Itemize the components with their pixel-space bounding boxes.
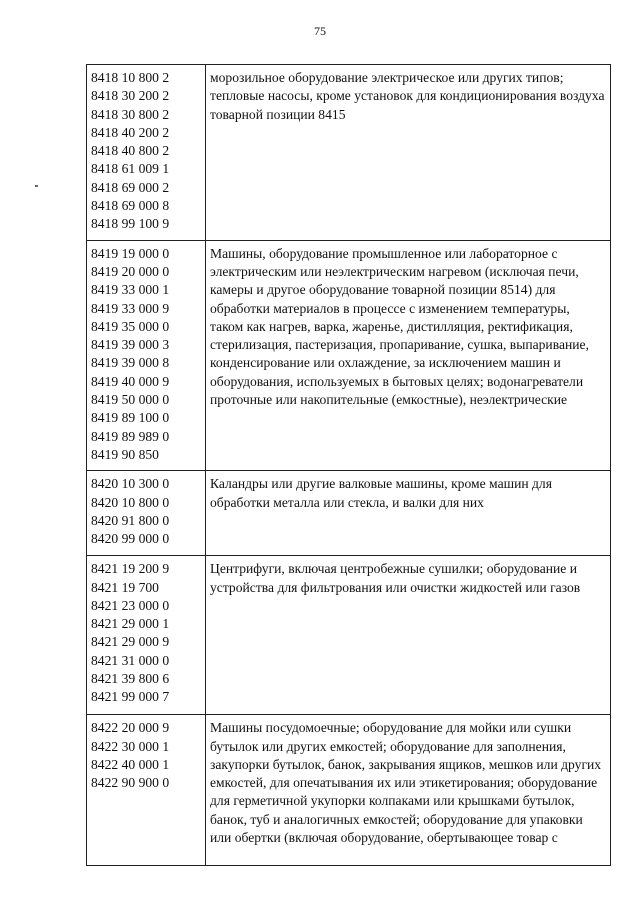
description-cell bbox=[206, 471, 611, 556]
code-line: 8418 99 100 9 bbox=[91, 216, 170, 232]
tnved-codes-table bbox=[86, 64, 611, 866]
table-row bbox=[87, 715, 611, 866]
code-cell bbox=[87, 715, 206, 866]
description-cell bbox=[206, 65, 611, 241]
code-cell bbox=[87, 65, 206, 241]
code-line: 8419 33 000 9 bbox=[91, 300, 170, 316]
code-line: 8421 29 000 1 bbox=[91, 616, 170, 632]
code-line: 8421 99 000 7 bbox=[91, 689, 170, 705]
code-line: 8418 69 000 2 bbox=[91, 179, 170, 195]
code-line: 8419 39 000 8 bbox=[91, 355, 170, 371]
description-text: Машины, оборудование промышленное или лабораторное с электрическим или неэлектрическим нагревом (исключая печи, камеры и другое оборудование товарной позиции 8514) для обработки материалов в процессе с изменением температуры, таком как нагрев, варка, жаренье, дистилляция, ректификация, стерилизация, пастеризация, пропаривание, сушка, выпаривание, конденсирование или охлаждение, за исключением машин и оборудования, используемых в бытовых целях; водонагреватели проточные или накопительные (емкостные), неэлектрические bbox=[210, 245, 589, 408]
code-line: 8420 10 800 0 bbox=[91, 494, 170, 510]
code-line: 8418 30 200 2 bbox=[91, 88, 170, 104]
description-cell bbox=[206, 240, 611, 471]
code-line: 8420 99 000 0 bbox=[91, 531, 170, 547]
code-line: 8419 19 000 0 bbox=[91, 245, 170, 261]
description-cell bbox=[206, 715, 611, 866]
code-line: 8419 39 000 3 bbox=[91, 337, 170, 353]
code-cell bbox=[87, 471, 206, 556]
description-text: Каландры или другие валковые машины, кроме машин для обработки металла или стекла, и валки для них bbox=[210, 476, 552, 510]
scan-mark bbox=[35, 185, 38, 187]
code-line: 8422 40 000 1 bbox=[91, 756, 170, 772]
code-line: 8420 91 800 0 bbox=[91, 512, 170, 528]
code-line: 8422 90 900 0 bbox=[91, 775, 170, 791]
code-line: 8419 35 000 0 bbox=[91, 318, 170, 334]
page-number: 75 bbox=[314, 24, 326, 38]
code-line: 8418 30 800 2 bbox=[91, 106, 170, 122]
description-text: Машины посудомоечные; оборудование для мойки или сушки бутылок или других емкостей; оборудование для заполнения, закупорки бутылок, банок, закрывания ящиков, мешков или других емкостей, для опечатывания их или этикетирования; оборудование для герметичной укупорки колпаками или крышками бутылок, банок, туб и аналогичных емкостей; оборудование для упаковки или обертки (включая оборудование, обертывающее товар с bbox=[210, 720, 602, 846]
code-line: 8422 30 000 1 bbox=[91, 738, 170, 754]
table-row bbox=[87, 556, 611, 715]
code-line: 8419 89 100 0 bbox=[91, 410, 170, 426]
code-line: 8422 20 000 9 bbox=[91, 720, 170, 736]
table-row bbox=[87, 471, 611, 556]
code-cell bbox=[87, 556, 206, 715]
code-line: 8418 10 800 2 bbox=[91, 70, 170, 85]
code-line: 8419 33 000 1 bbox=[91, 282, 170, 298]
code-line: 8419 40 000 9 bbox=[91, 373, 170, 389]
description-text: Центрифуги, включая центробежные сушилки; оборудование и устройства для фильтрования или очистки жидкостей или газов bbox=[210, 561, 581, 595]
code-line: 8421 23 000 0 bbox=[91, 597, 170, 613]
code-line: 8419 20 000 0 bbox=[91, 263, 170, 279]
code-line: 8421 39 800 6 bbox=[91, 671, 170, 687]
code-line: 8419 89 989 0 bbox=[91, 428, 170, 444]
description-cell bbox=[206, 556, 611, 715]
code-line: 8421 29 000 9 bbox=[91, 634, 170, 650]
code-line: 8420 10 300 0 bbox=[91, 476, 170, 492]
table-row bbox=[87, 65, 611, 241]
code-line: 8419 90 850 bbox=[91, 446, 159, 462]
code-line: 8418 40 200 2 bbox=[91, 124, 170, 140]
code-line: 8419 50 000 0 bbox=[91, 392, 170, 408]
code-line: 8421 31 000 0 bbox=[91, 652, 170, 668]
code-line: 8418 40 800 2 bbox=[91, 143, 170, 159]
description-text: морозильное оборудование электрическое или других типов; тепловые насосы, кроме установок для кондиционирования воздуха товарной позиции 8415 bbox=[210, 70, 605, 122]
code-cell bbox=[87, 240, 206, 471]
code-line: 8421 19 200 9 bbox=[91, 561, 170, 577]
code-line: 8418 61 009 1 bbox=[91, 161, 170, 177]
code-line: 8418 69 000 8 bbox=[91, 198, 170, 214]
table-row bbox=[87, 240, 611, 471]
code-line: 8421 19 700 bbox=[91, 579, 159, 595]
